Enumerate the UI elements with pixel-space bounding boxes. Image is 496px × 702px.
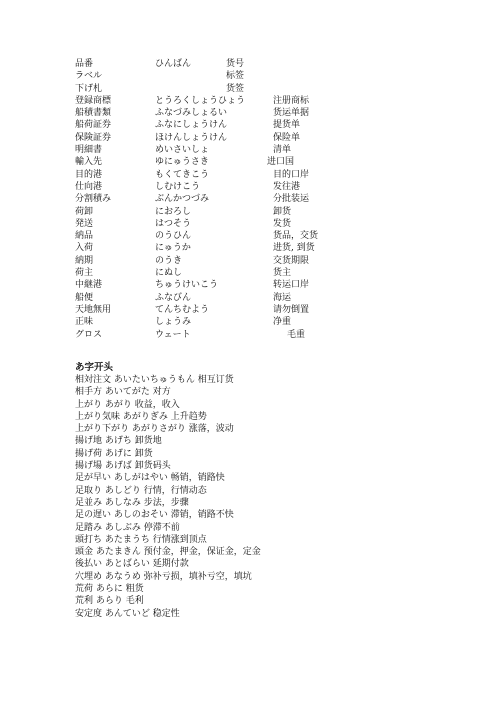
term-japanese: 品番 (75, 59, 94, 69)
term-chinese: 转运口岸 (273, 280, 310, 291)
term-japanese: 輸入先 (75, 157, 103, 168)
term-chinese: 目的口岸 (273, 169, 310, 180)
table-row (75, 70, 375, 82)
table-row (75, 144, 375, 156)
term-reading: ぶんかつづみ (155, 194, 210, 205)
term-chinese: 提货单 (273, 120, 301, 131)
list-item: 足が早い あしがはやい 畅销，销路快 (75, 473, 225, 484)
term-chinese: 进货, 到货 (273, 243, 315, 254)
list-item: 荒荷 あらに 粗货 (75, 584, 144, 595)
list-item: 相対注文 あいたいちゅうもん 相互订货 (75, 375, 234, 385)
term-japanese: 分割積み (75, 194, 112, 205)
term-japanese: 保険証券 (75, 132, 112, 143)
table-row (75, 132, 375, 144)
table-row (75, 95, 375, 107)
term-reading: てんちむよう (155, 304, 210, 315)
term-japanese: 荷卸 (75, 206, 94, 217)
list-item: 足踏み あしぶみ 停滞不前 (75, 522, 180, 533)
term-chinese: 分批装运 (273, 194, 310, 205)
table-row (75, 181, 375, 193)
table-row (75, 218, 375, 230)
table-row (75, 242, 375, 254)
table-row (75, 316, 375, 328)
term-reading: ひんばん (155, 59, 192, 69)
term-reading: はつそう (155, 218, 192, 229)
term-japanese: 中継港 (75, 280, 103, 291)
table-row (75, 169, 375, 181)
term-chinese: 交货期限 (273, 255, 310, 266)
term-reading: ほけんしょうけん (155, 132, 228, 143)
term-reading: ふなづみしょるい (155, 108, 228, 119)
term-chinese: 请勿倒置 (273, 304, 310, 315)
list-item: 穴埋め あなうめ 弥补亏损，填补亏空，填坑 (75, 571, 252, 582)
term-chinese: 标签 (226, 71, 245, 82)
term-japanese: 納品 (75, 231, 94, 242)
list-item: 上がり気味 あがりぎみ 上升趋势 (75, 411, 207, 422)
table-row (75, 107, 375, 119)
term-reading: ちゅうけいこう (155, 280, 219, 291)
term-japanese: 船便 (75, 292, 94, 303)
term-reading: におろし (155, 206, 192, 217)
term-reading: しむけこう (155, 181, 201, 192)
table-row (75, 193, 375, 205)
term-japanese: 入荷 (75, 243, 94, 254)
entry-list (75, 374, 405, 620)
table-row (75, 292, 375, 304)
section-heading: あ字开头 (75, 362, 114, 373)
term-chinese: 货运单据 (273, 108, 310, 119)
term-japanese: 登録商標 (75, 95, 112, 106)
term-chinese: 海运 (273, 292, 292, 303)
list-item: 揚げ荷 あげに 卸货 (75, 448, 153, 459)
term-japanese: 明細書 (75, 145, 103, 156)
table-row (75, 119, 375, 131)
term-reading: にぬし (155, 268, 183, 279)
list-item: 荒利 あらり 毛利 (75, 596, 144, 607)
term-chinese: 发往港 (273, 181, 301, 192)
term-reading: ゆにゅうさき (155, 157, 209, 168)
term-japanese: 天地無用 (75, 304, 112, 315)
list-item: 揚げ場 あげば 卸货码头 (75, 461, 171, 472)
term-chinese: 毛重 (287, 329, 306, 340)
list-item: 揚げ地 あげち 卸货地 (75, 436, 162, 447)
list-item: 後払い あとばらい 延期付款 (75, 559, 189, 570)
term-japanese: 船荷証券 (75, 120, 112, 131)
table-row (75, 255, 375, 267)
term-reading: とうろくしょうひょう (155, 95, 246, 106)
term-chinese: 发货 (273, 218, 292, 229)
list-item: 足の遅い あしのおそい 滞销，销路不快 (75, 510, 234, 521)
term-reading: しょうみ (155, 317, 192, 328)
term-chinese: 注册商标 (273, 95, 310, 106)
term-reading: ふなにしょうけん (155, 120, 228, 131)
list-item: 頭打ち あたまうち 行情涨到顶点 (75, 534, 207, 545)
term-japanese: 発送 (75, 218, 94, 229)
term-japanese: ラベル (75, 71, 103, 82)
table-row (75, 267, 375, 279)
list-item: 足取り あしどり 行情，行情动态 (75, 485, 207, 496)
list-item: 上がり あがり 收益，收入 (75, 399, 180, 410)
term-reading: もくてきこう (155, 169, 210, 180)
term-reading: にゅうか (155, 243, 191, 254)
term-chinese: 卸货 (273, 206, 292, 217)
term-chinese: 货品，交货 (273, 231, 319, 242)
term-japanese: 仕向港 (75, 181, 103, 192)
table-row (75, 304, 375, 316)
vocabulary-table (75, 58, 375, 341)
term-japanese: 荷主 (75, 268, 94, 279)
table-row (75, 206, 375, 218)
term-chinese: 进口国 (267, 157, 295, 168)
term-japanese: 目的港 (75, 169, 103, 180)
term-japanese: 船積書類 (75, 108, 112, 119)
list-item: 上がり下がり あがりさがり 涨落，波动 (75, 424, 234, 435)
term-chinese: 货号 (226, 59, 245, 69)
term-reading: のうひん (155, 231, 192, 242)
term-japanese: グロス (75, 329, 103, 340)
list-item: 相手方 あいてがた 对方 (75, 387, 171, 398)
term-reading: ふなびん (155, 292, 192, 303)
term-chinese: 清单 (273, 145, 292, 156)
table-row (75, 58, 375, 70)
term-japanese: 下げ札 (75, 83, 103, 94)
term-chinese: 保险单 (273, 132, 301, 143)
term-japanese: 納期 (75, 255, 94, 266)
table-row (75, 329, 375, 341)
list-item: 安定度 あんていど 稳定性 (75, 608, 180, 619)
list-item: 足並み あしなみ 步法，步骤 (75, 497, 189, 508)
term-chinese: 货主 (273, 268, 292, 279)
table-row (75, 83, 375, 95)
table-row (75, 230, 375, 242)
term-japanese: 正味 (75, 317, 94, 328)
table-row (75, 279, 375, 291)
term-chinese: 货签 (226, 83, 245, 94)
term-reading: のうき (155, 255, 183, 266)
list-item: 頭金 あたまきん 预付金，押金，保证金，定金 (75, 547, 261, 558)
table-row (75, 156, 375, 168)
term-chinese: 净重 (273, 317, 292, 328)
term-reading: ウェート (155, 329, 191, 340)
term-reading: めいさいしょ (155, 145, 210, 156)
